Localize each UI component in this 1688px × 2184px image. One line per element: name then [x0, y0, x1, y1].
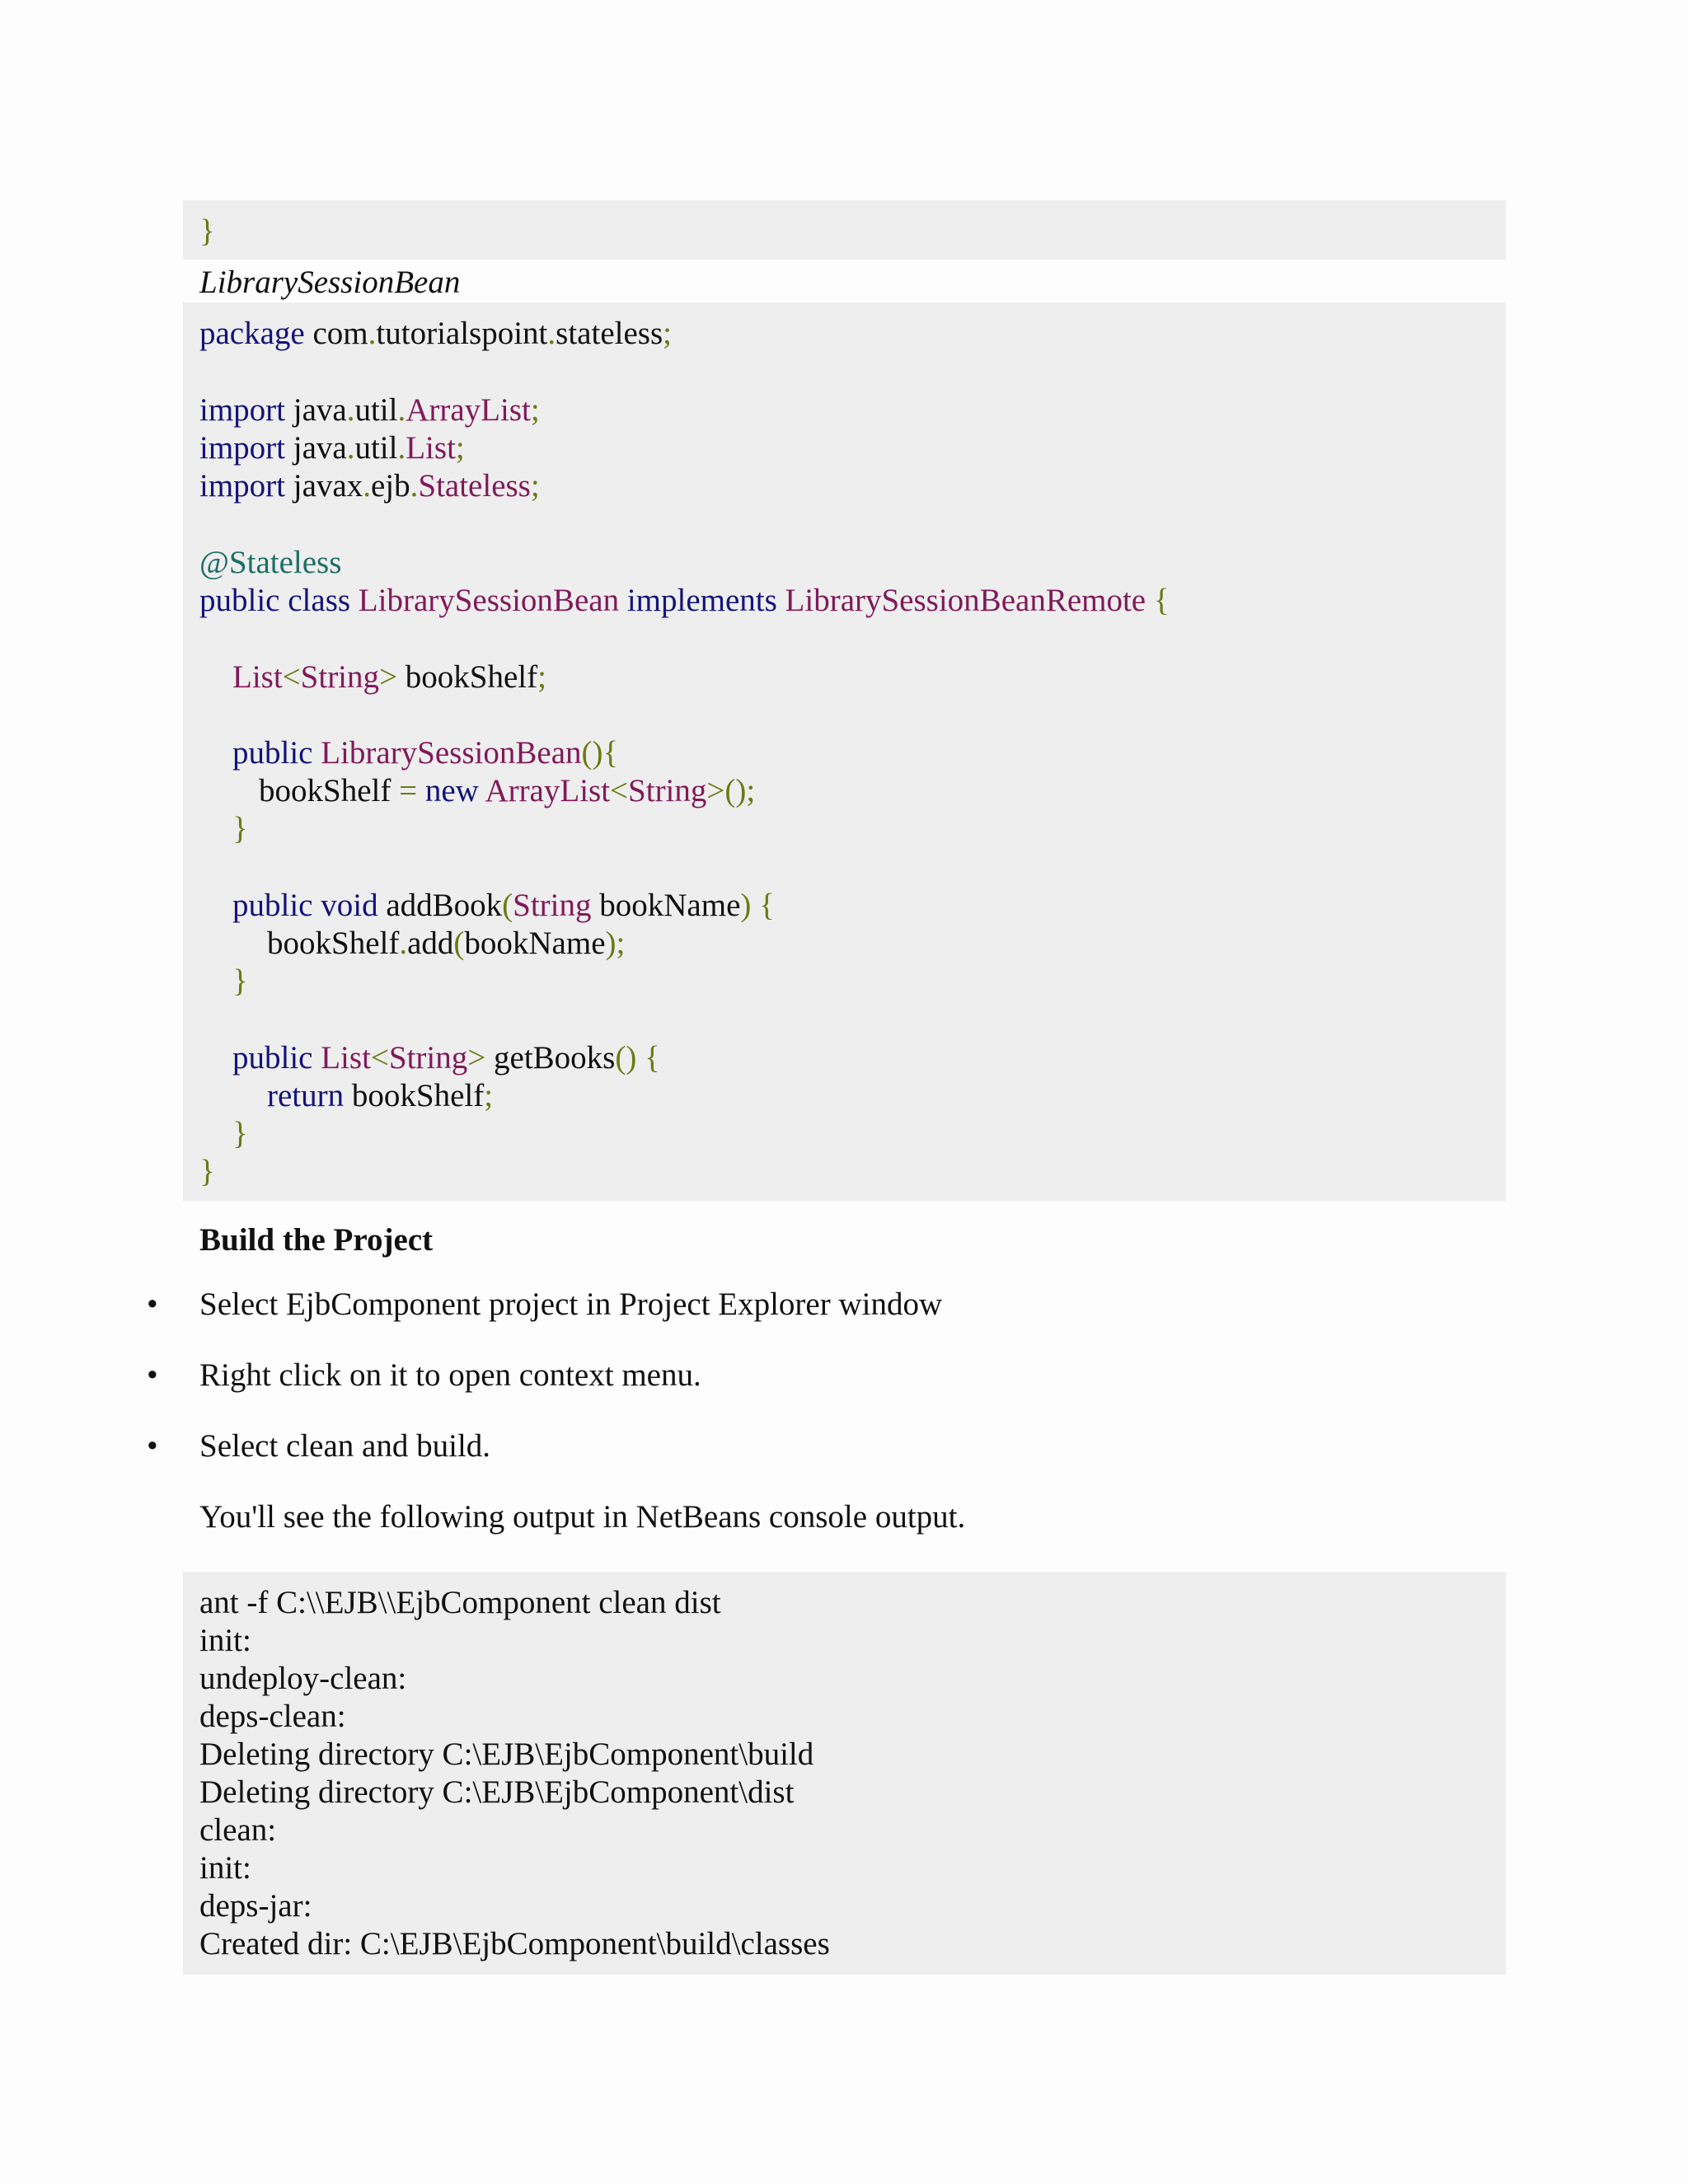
code-line-import-list	[199, 429, 465, 467]
punctuation: .	[363, 468, 371, 504]
type-name: ArrayList	[406, 392, 531, 428]
identifier: addBook	[386, 888, 503, 923]
punctuation: ) {	[740, 888, 775, 923]
punctuation: >	[467, 1040, 486, 1076]
keyword: void	[321, 888, 378, 923]
punctuation: .	[368, 316, 377, 351]
console-line: Deleting directory C:\EJB\EjbComponent\build	[199, 1736, 814, 1772]
type-name: List	[232, 659, 283, 695]
punctuation: <	[370, 1040, 389, 1076]
type-name: ArrayList	[485, 773, 611, 808]
punctuation: ();	[724, 773, 756, 808]
keyword: import	[199, 392, 285, 428]
list-item-text: Select clean and build.	[199, 1428, 491, 1464]
identifier: bookShelf	[267, 926, 400, 961]
identifier: util	[354, 430, 398, 466]
punctuation: >	[379, 659, 398, 695]
punctuation: ;	[455, 430, 465, 466]
code-line-addbook-body	[267, 925, 625, 963]
console-line: deps-jar:	[199, 1888, 312, 1924]
punctuation: {	[1153, 583, 1170, 618]
identifier: util	[354, 392, 398, 428]
type-name: LibrarySessionBeanRemote	[785, 583, 1146, 618]
code-line-class-declaration	[199, 582, 1170, 620]
punctuation: .	[399, 926, 408, 961]
body-paragraph: You'll see the following output in NetBeans console output.	[199, 1499, 966, 1535]
console-line: ant -f C:\\EJB\\EjbComponent clean dist	[199, 1585, 721, 1620]
code-line-getbooks	[232, 1039, 660, 1077]
type-name: LibrarySessionBean	[321, 735, 582, 771]
punctuation: ;	[484, 1078, 494, 1113]
section-heading: Build the Project	[199, 1222, 434, 1258]
keyword: new	[424, 773, 479, 808]
keyword: public	[199, 583, 280, 618]
identifier: add	[407, 926, 454, 961]
code-line-package	[199, 315, 672, 353]
bullet-icon: •	[147, 1286, 158, 1322]
punctuation: <	[610, 773, 629, 808]
code-line-addbook	[232, 887, 775, 925]
punctuation: ;	[537, 659, 546, 695]
punctuation: <	[282, 659, 301, 695]
punctuation: >	[706, 773, 725, 808]
punctuation: .	[346, 392, 355, 428]
code-line-getbooks-close: }	[232, 1116, 248, 1151]
type-name: String	[513, 888, 592, 923]
code-line-import-arraylist	[199, 391, 540, 429]
console-output-block	[183, 1572, 1506, 1975]
bullet-icon: •	[147, 1428, 158, 1464]
punctuation: =	[399, 773, 418, 808]
code-line-class-close: }	[199, 1154, 215, 1189]
code-line-constructor-close: }	[232, 811, 248, 846]
code-line-constructor	[232, 734, 618, 772]
punctuation: (	[502, 888, 513, 923]
type-name: Stateless	[418, 468, 531, 504]
punctuation: (	[453, 926, 465, 961]
keyword: package	[199, 316, 305, 351]
identifier: bookName	[464, 926, 606, 961]
punctuation: .	[397, 430, 406, 466]
code-line-field	[232, 658, 546, 696]
type-name: String	[300, 659, 380, 695]
identifier: getBooks	[494, 1040, 616, 1076]
identifier: ejb	[370, 468, 410, 504]
identifier: stateless	[556, 316, 663, 351]
identifier: bookShelf	[351, 1078, 485, 1113]
keyword: import	[199, 468, 285, 504]
console-line: init:	[199, 1850, 251, 1886]
code-line-getbooks-body	[267, 1077, 493, 1115]
code-line-import-stateless	[199, 467, 540, 505]
keyword: implements	[626, 583, 777, 618]
keyword: public	[232, 888, 313, 923]
identifier: java	[293, 392, 347, 428]
punctuation: .	[346, 430, 355, 466]
console-line: Created dir: C:\EJB\EjbComponent\build\classes	[199, 1926, 830, 1961]
punctuation: ;	[530, 468, 540, 504]
identifier: bookShelf	[259, 773, 392, 808]
punctuation: );	[605, 926, 626, 961]
code-caption: LibrarySessionBean	[199, 265, 461, 300]
identifier: com	[312, 316, 368, 351]
list-item-text: Right click on it to open context menu.	[199, 1357, 701, 1393]
type-name: List	[406, 430, 456, 466]
code-line-addbook-close: }	[232, 963, 248, 999]
console-line: Deleting directory C:\EJB\EjbComponent\dist	[199, 1774, 795, 1810]
punctuation: ;	[530, 392, 540, 428]
type-name: String	[628, 773, 707, 808]
type-name: String	[388, 1040, 468, 1076]
identifier: tutorialspoint	[376, 316, 548, 351]
punctuation: .	[397, 392, 406, 428]
identifier: javax	[293, 468, 363, 504]
code-line-annotation: @Stateless	[199, 545, 342, 580]
identifier: bookName	[599, 888, 741, 923]
identifier: bookShelf	[405, 659, 538, 695]
keyword: return	[267, 1078, 345, 1113]
keyword: public	[232, 1040, 313, 1076]
code-line-constructor-body	[259, 772, 755, 810]
punctuation: .	[547, 316, 556, 351]
punctuation: .	[410, 468, 419, 504]
console-line: deps-clean:	[199, 1699, 346, 1734]
console-line: clean:	[199, 1812, 277, 1848]
code-block-top	[183, 200, 1506, 260]
console-line: undeploy-clean:	[199, 1661, 407, 1696]
type-name: LibrarySessionBean	[358, 583, 620, 618]
bullet-icon: •	[147, 1357, 158, 1393]
identifier: java	[293, 430, 347, 466]
closing-brace: }	[199, 213, 215, 249]
punctuation: (){	[581, 735, 619, 771]
keyword: public	[232, 735, 313, 771]
code-block-library-session-bean	[183, 302, 1506, 1201]
punctuation: () {	[615, 1040, 660, 1076]
type-name: List	[321, 1040, 371, 1076]
keyword: class	[288, 583, 351, 618]
list-item-text: Select EjbComponent project in Project Explorer window	[199, 1286, 943, 1322]
console-line: init:	[199, 1623, 251, 1658]
keyword: import	[199, 430, 285, 466]
punctuation: ;	[663, 316, 672, 351]
